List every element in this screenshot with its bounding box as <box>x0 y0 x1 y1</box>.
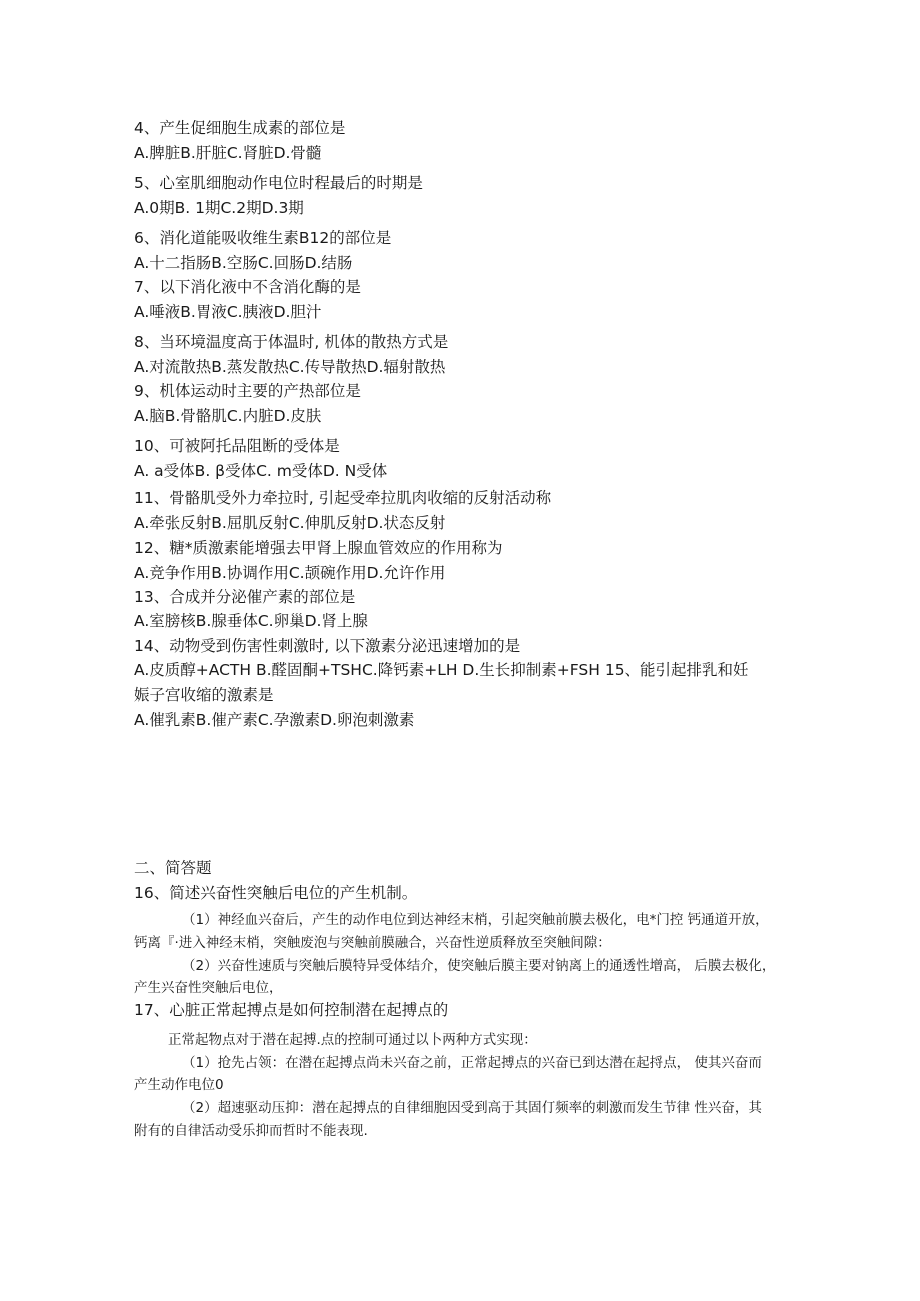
options-12: A.竞争作用B.协调作用C.颉碗作用D.允许作用 <box>134 564 446 582</box>
question-13: 13、合成并分泌催产素的部位是 <box>134 588 356 606</box>
question-7: 7、以下消化液中不含消化酶的是 <box>134 278 361 296</box>
options-15: A.催乳素B.催产素C.孕激素D.卵泡刺激素 <box>134 711 415 729</box>
question-5: 5、心室肌细胞动作电位时程最后的时期是 <box>134 174 423 192</box>
section-2-title: 二、简答题 <box>134 859 212 877</box>
question-15-cont: 娠子宫收缩的激素是 <box>134 686 274 704</box>
question-14: 14、动物受到伤害性刺激时, 以下激素分泌迅速增加的是 <box>134 637 521 655</box>
options-8: A.对流散热B.蒸发散热C.传导散热D.辐射散热 <box>134 358 446 376</box>
question-4: 4、产生促细胞生成素的部位是 <box>134 119 346 137</box>
answer-16-line-1: （1）神经血兴奋后，产生的动作电位到达神经末梢，引起突触前膜去极化，电*门控 钙通道开放， <box>182 912 769 928</box>
question-10: 10、可被阿托品阻断的受体是 <box>134 437 340 455</box>
question-11: 11、骨骼肌受外力牵拉时, 引起受牵拉肌肉收缩的反射活动称 <box>134 489 552 507</box>
options-11: A.牵张反射B.屈肌反射C.伸肌反射D.状态反射 <box>134 514 446 532</box>
options-13: A.室膀核B.腺垂体C.卵巢D.肾上腺 <box>134 612 368 630</box>
question-9: 9、机体运动时主要的产热部位是 <box>134 382 361 400</box>
answer-17-line-2: （1）抢先占领：在潜在起搏点尚未兴奋之前，正常起搏点的兴奋已到达潜在起捋点， 使其兴奋而 <box>182 1055 762 1071</box>
options-7: A.唾液B.胃液C.胰液D.胆汁 <box>134 303 322 321</box>
answer-16-line-3: （2）兴奋性速质与突触后膜特异受体结介，使突触后膜主要对钠离上的通透性增高， 后膜去极化， <box>182 958 776 974</box>
options-6: A.十二指肠B.空肠C.回肠D.结肠 <box>134 254 353 272</box>
options-10: A. a受体B. β受体C. m受体D. N受体 <box>134 462 388 480</box>
answer-17-line-4: （2）超速驱动压抑：潜在起搏点的自律细胞因受到高于其固仃频率的刺激而发生节律 性兴奋，其 <box>182 1100 762 1116</box>
question-17: 17、心脏正常起搏点是如何控制潜在起搏点的 <box>134 1001 449 1019</box>
options-5: A.0期B. 1期C.2期D.3期 <box>134 199 304 217</box>
options-9: A.脑B.骨骼肌C.内脏D.皮肤 <box>134 407 322 425</box>
question-12: 12、糖*质激素能增强去甲肾上腺血管效应的作用称为 <box>134 539 503 557</box>
question-16: 16、简述兴奋性突触后电位的产生机制。 <box>134 884 418 902</box>
answer-16-line-2: 钙离『·进入神经末梢，突触废泡与突触前膜融合，兴奋性逆质释放至突触间隙： <box>134 935 611 951</box>
answer-17-line-1: 正常起物点对于潜在起搏.点的控制可通过以卜两种方式实现： <box>168 1032 537 1048</box>
answer-17-line-5: 附有的自律活动受乐抑而哲时不能表现. <box>134 1123 368 1139</box>
question-6: 6、消化道能吸收维生素B12的部位是 <box>134 229 392 247</box>
options-14: A.皮质醇+ACTH B.醛固酮+TSHC.降钙素+LH D.生长抑制素+FSH 15、能引起排乳和妊 <box>134 661 749 679</box>
answer-16-line-4: 产生兴奋性突触后电位， <box>134 980 283 996</box>
question-8: 8、当环境温度高于体温时, 机体的散热方式是 <box>134 333 449 351</box>
options-4: A.脾脏B.肝脏C.肾脏D.骨髓 <box>134 144 322 162</box>
answer-17-line-3: 产生动作电位0 <box>134 1077 224 1093</box>
